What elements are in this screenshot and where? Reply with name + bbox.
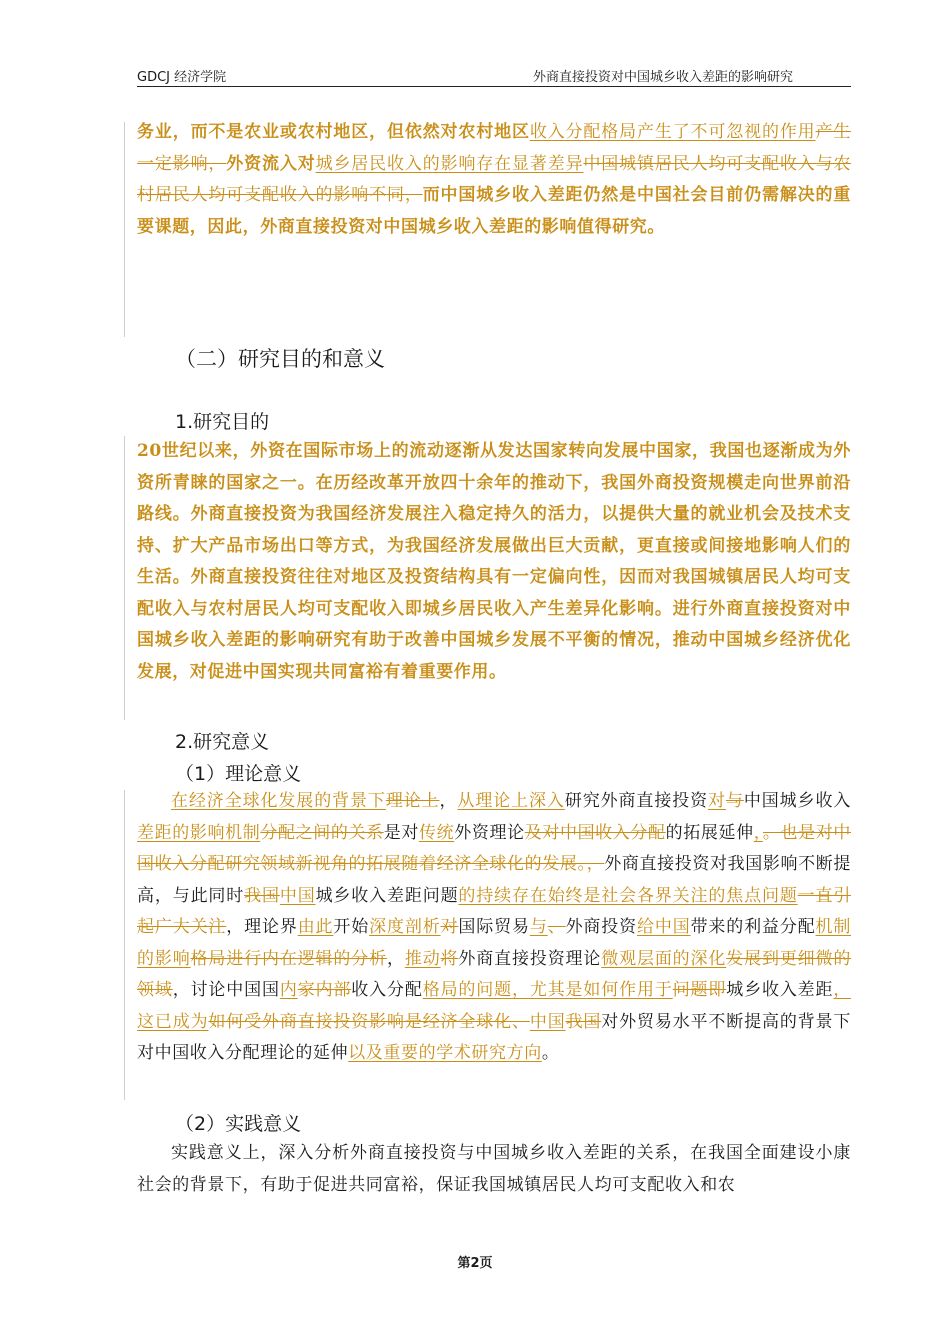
page-header	[137, 66, 851, 87]
change-bar	[124, 790, 125, 1100]
practice-paragraph: 实践意义上，深入分析外商直接投资与中国城乡收入差距的关系，在我国全面建设小康社会的背景下，有助于促进共同富裕，保证我国城镇居民人均可支配收入和农	[137, 1143, 851, 1195]
page-number: 第2页	[457, 1256, 493, 1271]
header-right: 外商直接投资对中国城乡收入差距的影响研究	[532, 70, 793, 85]
change-bar	[124, 122, 125, 337]
intro-paragraph: 务业，而不是农业或农村地区，但依然对农村地区收入分配格局产生了不可忽视的作用产生一定影响，外资流入对城乡居民收入的影响存在显著差异中国城镇居民人均可支配收入与农村居民人均可支配收入的影响不同，而中国城乡收入差距仍然是中国社会目前仍需解决的重要课题，因此，外商直接投资对中国城乡收入差距的影响值得研究。	[137, 122, 852, 237]
theory-heading: （1）理论意义	[175, 763, 302, 785]
significance-heading: 2.研究意义	[175, 731, 270, 753]
theory-paragraph: 在经济全球化发展的背景下理论上，从理论上深入研究外商直接投资对与中国城乡收入差距的影响机制分配之间的关系是对传统外资理论及对中国收入分配的拓展延伸，。也是对中国收入分配研究领域新视角的拓展随着经济全球化的发展。，外商直接投资对我国影响不断提高，与此同时我国中国城乡收入差距问题的持续存在始终是社会各界关注的焦点问题一直引起广大关注，理论界由此开始深度剖析对国际贸易与、外商投资给中国带来的利益分配机制的影响格局进行内在逻辑的分析，推动将外商直接投资理论微观层面的深化发展到更细微的领域，讨论中国国内家内部收入分配格局的问题，尤其是如何作用于问题即城乡收入差距，这已成为如何受外商直接投资影响是经济全球化、中国我国对外贸易水平不断提高的背景下对中国收入分配理论的延伸以及重要的学术研究方向。	[137, 791, 852, 1063]
section-heading: （二）研究目的和意义	[175, 347, 385, 371]
change-bar	[124, 436, 125, 720]
purpose-paragraph: 20世纪以来，外资在国际市场上的流动逐渐从发达国家转向发展中国家，我国也逐渐成为外资所青睐的国家之一。在历经改革开放四十余年的推动下，我国外商投资规模走向世界前沿路线。外商直接投资为我国经济发展注入稳定持久的活力，以提供大量的就业机会及技术支持、扩大产品市场出口等方式，为我国经济发展做出巨大贡献，更直接或间接地影响人们的生活。外商直接投资往往对地区及投资结构具有一定偏向性，因而对我国城镇居民人均可支配收入与农村居民人均可支配收入即城乡居民收入产生差异化影响。进行外商直接投资对中国城乡收入差距的影响研究有助于改善中国城乡发展不平衡的情况，推动中国城乡经济优化发展，对促进中国实现共同富裕有着重要作用。	[137, 441, 851, 682]
practice-heading: （2）实践意义	[175, 1113, 302, 1135]
purpose-heading: 1.研究目的	[175, 411, 270, 433]
header-left: GDCJ 经济学院	[137, 70, 227, 85]
